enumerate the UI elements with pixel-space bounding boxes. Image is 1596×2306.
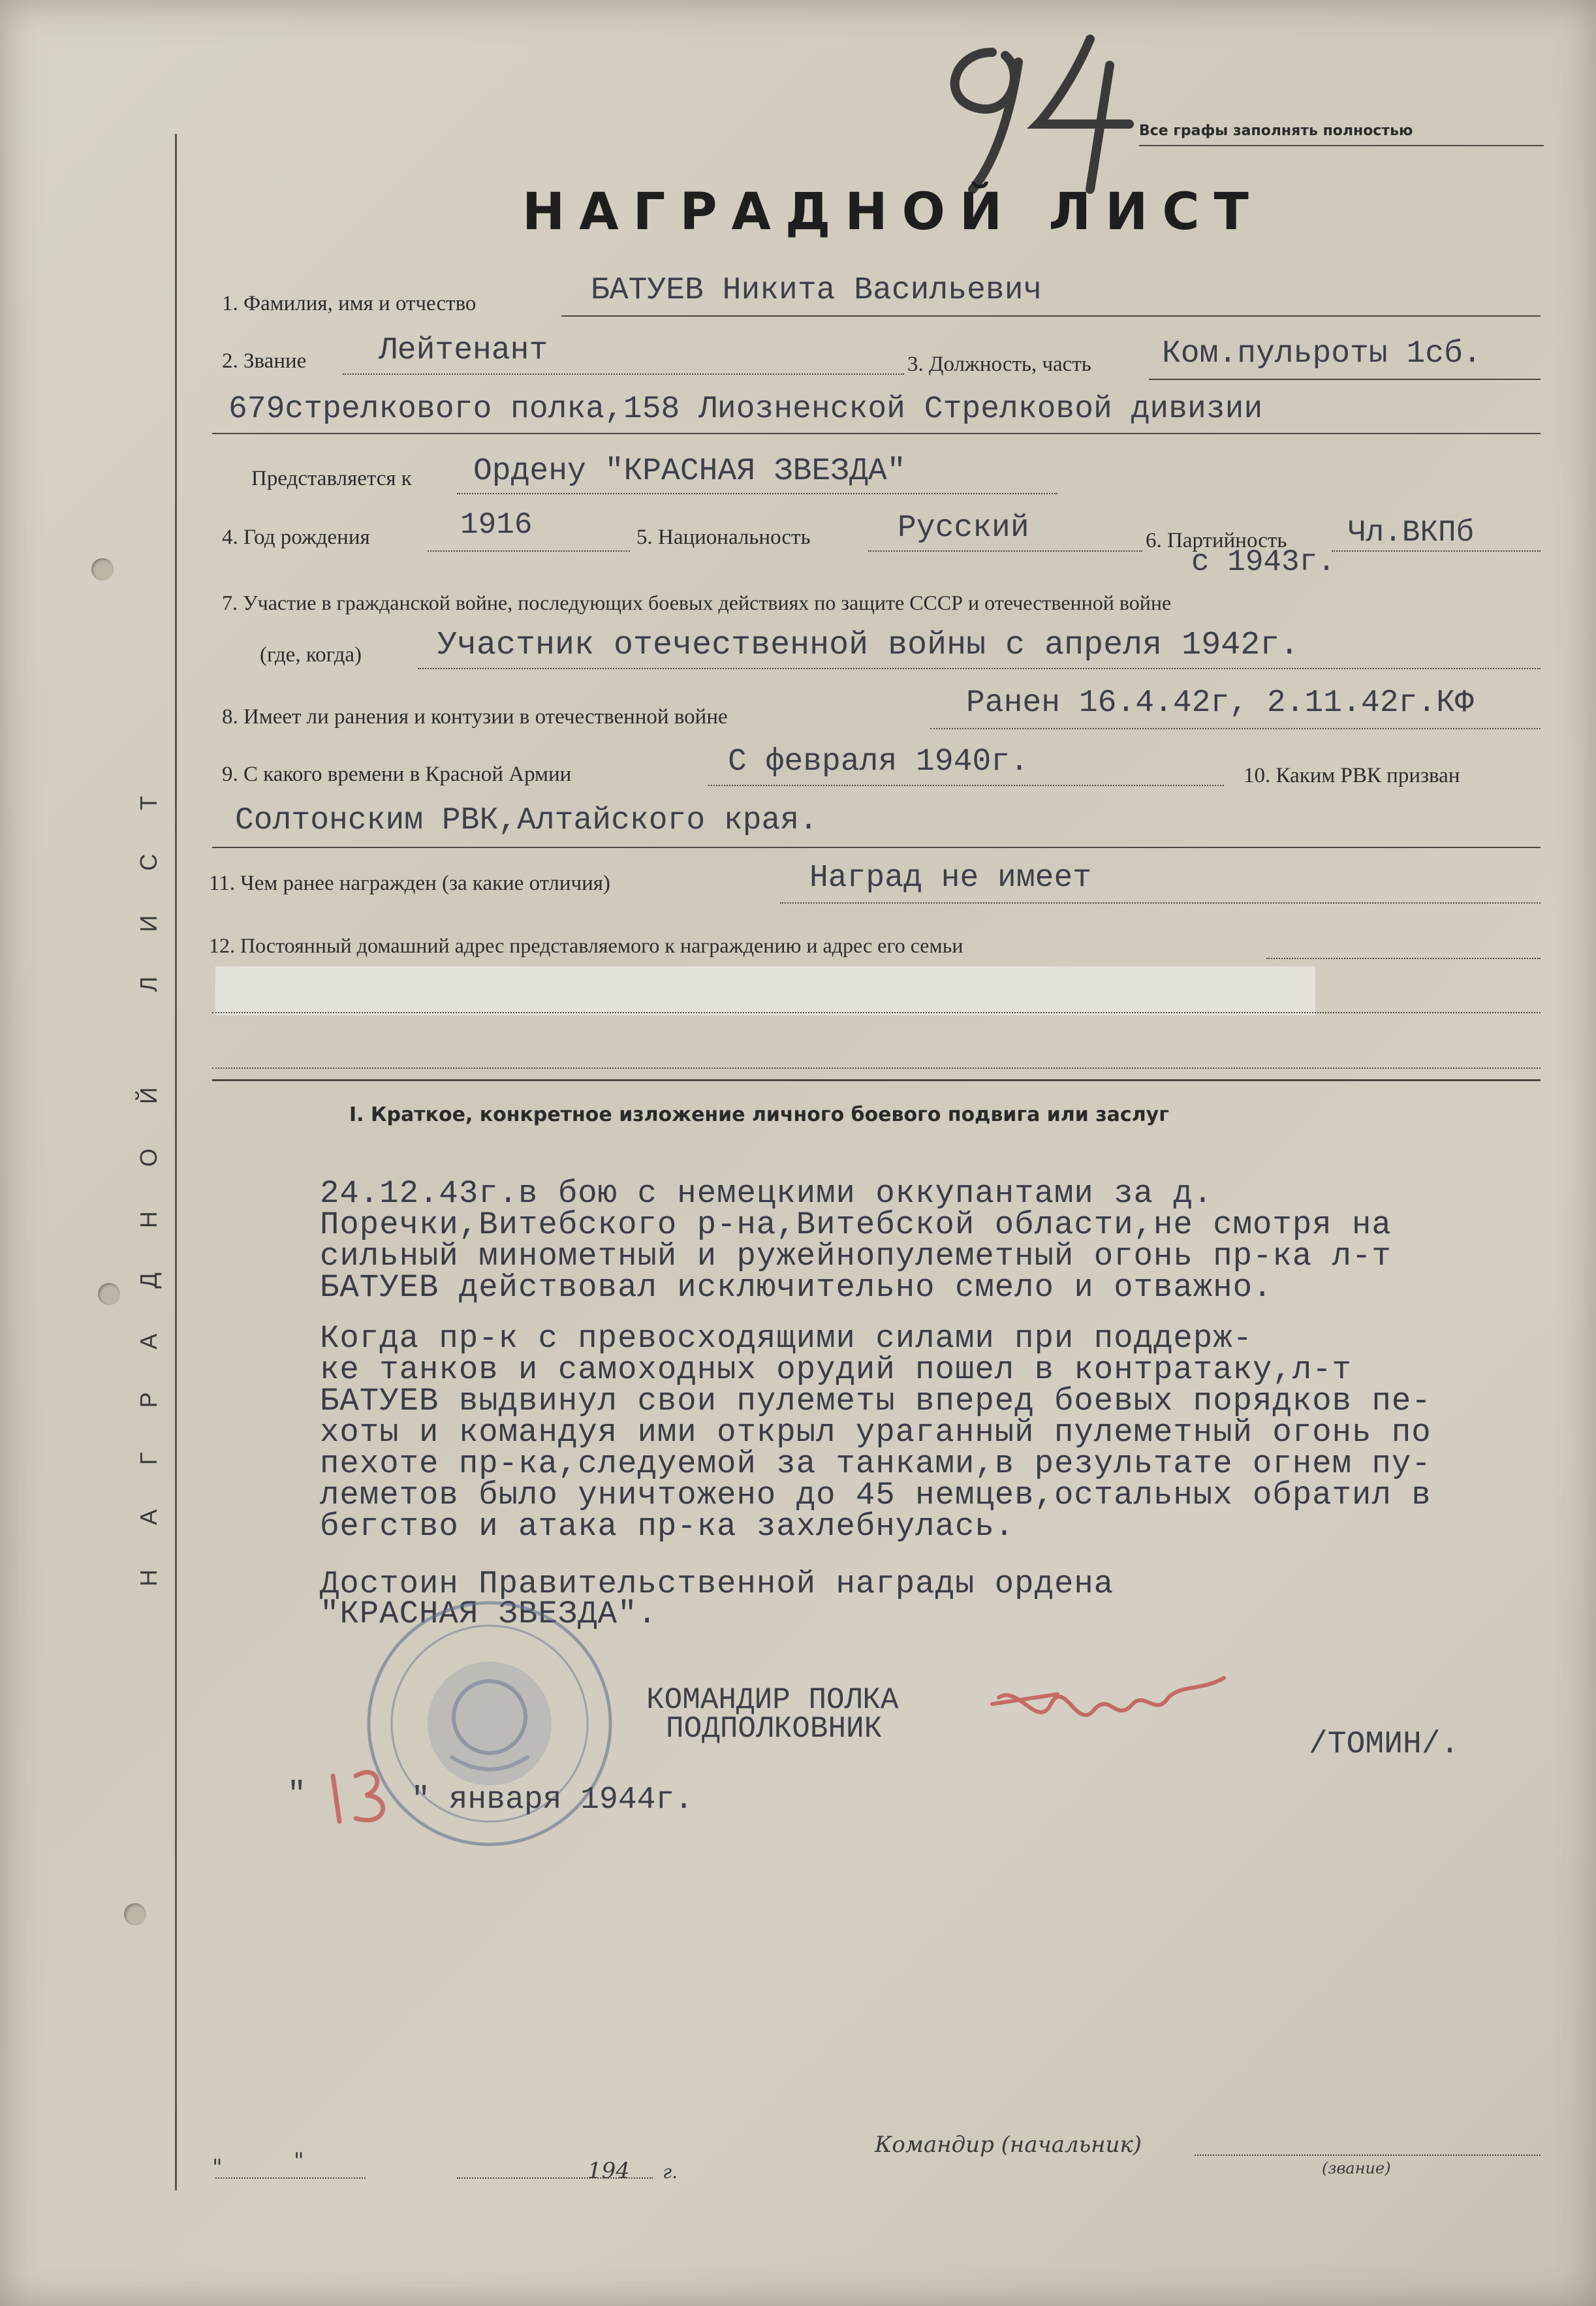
field-line [868,550,1142,552]
field-8-value: Ранен 16.4.42г, 2.11.42г.КФ [966,686,1474,721]
field-3-continuation: 679стрелкового полка,158 Лиозненской Стрелковой дивизии [228,392,1263,427]
narrative-line: пехоте пр-ка,следуемой за танками,в результате огнем пу- [320,1445,1432,1482]
presented-label: Представляется к [251,467,412,490]
footer-line [215,2177,366,2179]
page-title: НАГРАДНОЙ ЛИСТ [522,183,1263,242]
handwritten-number-94 [914,26,1175,202]
narrative-line: хоты и командуя ими открыл ураганный пулеметный огонь по [320,1414,1432,1451]
field-7-value: Участник отечественной войны с апреля 1942г. [437,627,1300,664]
section-heading: I. Краткое, конкретное изложение личного боевого подвига или заслуг [349,1103,1169,1126]
signature-name: /ТОМИН/. [1309,1727,1460,1762]
field-7-where: (где, когда) [260,643,362,667]
field-line [457,493,1057,494]
field-9-value: С февраля 1940г. [728,744,1029,780]
instruction-text: Все графы заполнять полностью [1139,123,1413,139]
footer-commander: Командир (начальник) [875,2132,1142,2158]
field-line [1149,379,1541,380]
field-line [212,433,1541,434]
field-12-label: 12. Постоянный домашний адрес представляемого к награждению и адрес его семьи [209,934,963,957]
field-line [212,1067,1541,1069]
field-1-value: БАТУЕВ Никита Васильевич [591,273,1042,308]
footer-quote-close: " [294,2148,304,2174]
field-line [212,847,1541,848]
field-4-value: 1916 [460,508,533,542]
binding-hole [91,558,114,580]
redacted-address [215,966,1315,1015]
narrative-line: Достоин Правительственной награды ордена [320,1566,1114,1602]
field-1-label: 1. Фамилия, имя и отчество [222,292,477,315]
footer-rank-caption: (звание) [1322,2159,1391,2177]
narrative-line: БАТУЕВ действовал исключительно смело и отважно. [320,1269,1273,1306]
field-6-label: 6. Партийность [1146,529,1287,552]
narrative-line: 24.12.43г.в бою с немецкими оккупантами за д. [320,1175,1213,1212]
footer-year-suffix: г. [663,2161,678,2183]
section-divider [212,1079,1541,1081]
field-11-label: 11. Чем ранее награжден (за какие отличия) [209,872,610,895]
field-line [418,668,1541,669]
field-line [708,785,1224,786]
field-line [1266,958,1541,959]
field-5-label: 5. Национальность [636,526,811,549]
narrative-line: леметов было уничтожено до 45 немцев,остальных обратил в [320,1477,1432,1513]
narrative-line: Когда пр-к с превосходящими силами при поддерж- [320,1320,1253,1357]
side-label: НАГРАДНОЙ ЛИСТ [135,751,162,1587]
narrative-line: ке танков и самоходных орудий пошел в контратаку,л-т [320,1351,1353,1388]
date-text: " января 1944г. [411,1782,694,1818]
field-7-label: 7. Участие в гражданской войне, последующих боевых действиях по защите СССР и отечественной войне [222,591,1172,614]
presented-value: Ордену "КРАСНАЯ ЗВЕЗДА" [473,454,906,489]
footer-year: 194 [587,2158,630,2184]
field-3-label: 3. Должность, часть [907,353,1091,376]
narrative-line: БАТУЕВ выдвинул свои пулеметы вперед боевых порядков пе- [320,1383,1432,1419]
instruction-underline [1139,145,1544,146]
signature-rank: ПОДПОЛКОВНИК [666,1712,883,1746]
footer-line [1195,2155,1541,2156]
narrative-line: Поречки,Витебского р-на,Витебской области,не смотря на [320,1207,1392,1243]
narrative-line: "КРАСНАЯ ЗВЕЗДА". [320,1596,657,1632]
date-open-quote: " [287,1777,306,1812]
binding-hole [98,1283,120,1305]
footer-line [457,2177,653,2179]
field-line [561,315,1541,317]
field-5-value: Русский [898,511,1029,546]
field-line [212,1012,1541,1013]
signature-title: КОМАНДИР ПОЛКА [646,1683,899,1717]
footer-quote-open: " [212,2155,223,2181]
field-4-label: 4. Год рождения [222,526,370,549]
left-margin-line [175,134,177,2190]
field-11-value: Наград не имеет [809,861,1092,896]
narrative-line: сильный минометный и ружейнопулеметный огонь пр-ка л-т [320,1238,1392,1274]
field-3-value: Ком.пульроты 1сб. [1162,336,1482,371]
handwritten-signature [979,1658,1240,1756]
field-8-label: 8. Имеет ли ранения и контузии в отечественной войне [222,705,728,729]
binding-hole [124,1903,146,1925]
field-9-label: 9. С какого времени в Красной Армии [222,763,572,786]
field-line [428,550,630,552]
field-line [930,728,1541,729]
field-line [343,373,904,375]
field-6-value: Чл.ВКПб [1348,516,1475,550]
narrative-line: бегство и атака пр-ка захлебнулась. [320,1508,1015,1545]
field-10-label: 10. Каким РВК призван [1244,764,1460,787]
field-2-value: Лейтенант [379,333,548,368]
field-10-value: Солтонским РВК,Алтайского края. [235,803,818,838]
field-6-value-2: с 1943г. [1191,545,1336,579]
field-line [780,902,1541,904]
field-line [1332,550,1541,552]
field-2-label: 2. Звание [222,349,307,373]
